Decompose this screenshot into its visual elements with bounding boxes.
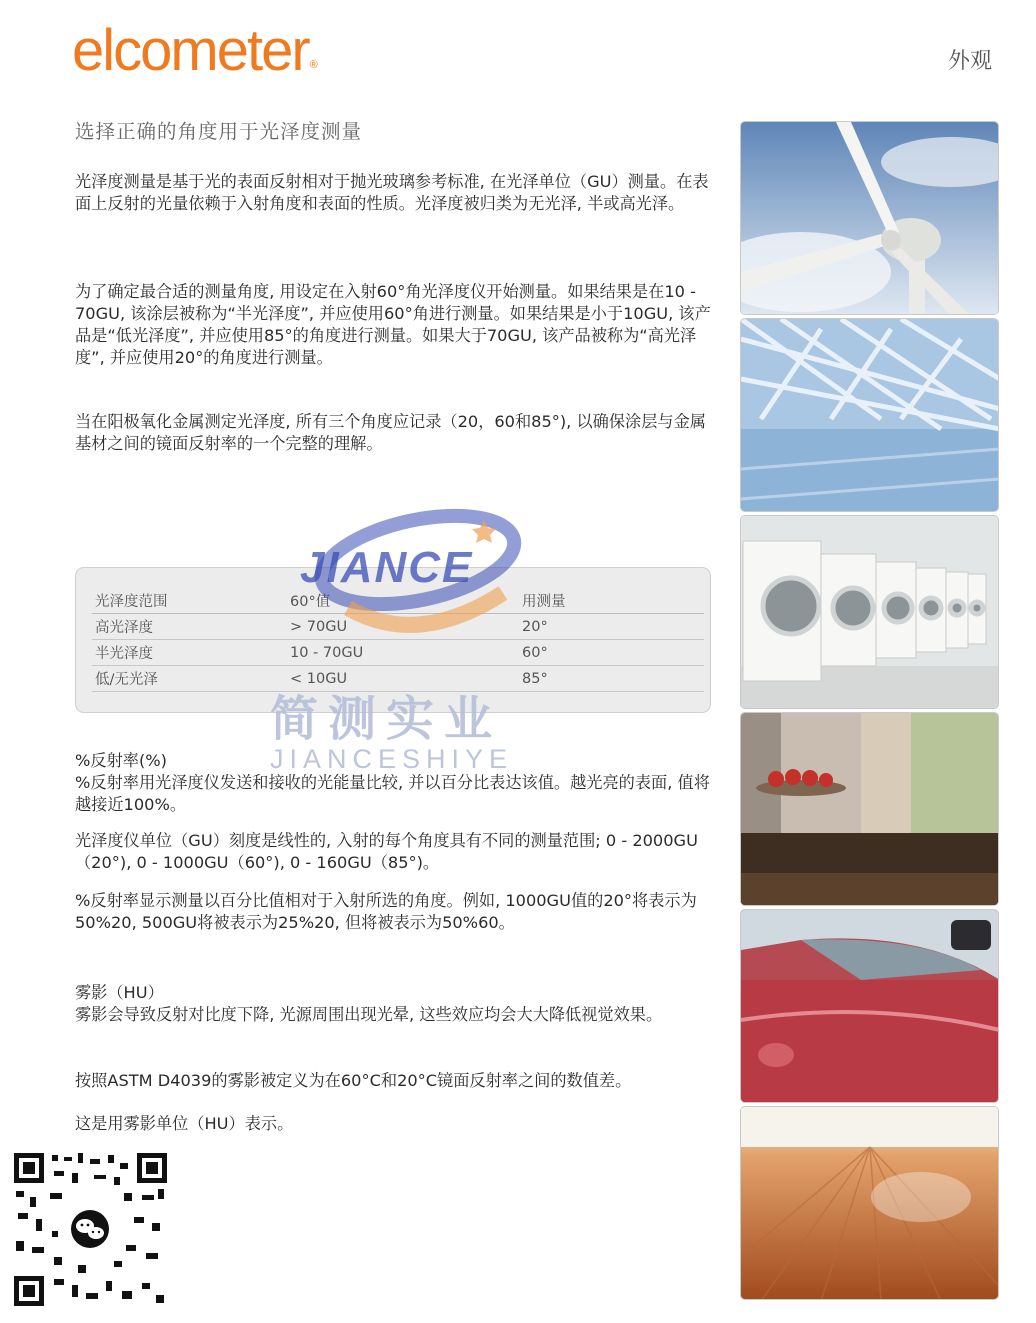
reflectance-body: %反射率用光泽度仪发送和接收的光能量比较, 并以百分比表达该值。越光亮的表面, 值将越接近100%。 [75, 773, 710, 814]
reflectance-heading: %反射率(%) [75, 751, 167, 770]
glass-roof-photo [740, 318, 999, 512]
registered-mark: ® [309, 59, 318, 71]
wood-floor-photo [740, 1106, 999, 1300]
paragraph-anodized-metal: 当在阳极氧化金属测定光泽度, 所有三个角度应记录（20，60和85°), 以确保涂层与金属基材之间的镜面反射率的一个完整的理解。 [75, 412, 706, 453]
red-car-photo [740, 909, 999, 1103]
wind-turbine-photo [740, 121, 999, 315]
table-header-cell: 60°值 [287, 588, 519, 614]
kitchen-photo [740, 712, 999, 906]
paragraph-angle-selection: 为了确定最合适的测量角度, 用设定在入射60°角光泽度仪开始测量。如果结果是在10 - 70GU, 该涂层被称为“半光泽度”, 并应使用60°角进行测量。如果结果是小于10GU, 该产品是“低光泽度”, 并应使用85°的角度进行测量。如果大于70GU, 该产品被称为“高光泽度”, 并应使用20°的角度进行测量。 [75, 282, 711, 367]
table-cell: 10 - 70GU [287, 640, 519, 666]
watermark-chinese: 简测实业 [270, 691, 503, 747]
gloss-range-table [92, 588, 704, 692]
paragraph-haze [75, 982, 715, 1026]
watermark-english: JIANCESHIYE [270, 744, 514, 774]
paragraph-astm-haze: 按照ASTM D4039的雾影被定义为在60°C和20°C镜面反射率之间的数值差。 [75, 1071, 632, 1090]
table-cell: 60° [519, 640, 704, 666]
washing-machines-photo [740, 515, 999, 709]
table-cell: < 10GU [287, 666, 519, 692]
table-cell: > 70GU [287, 614, 519, 640]
table-cell: 85° [519, 666, 704, 692]
table-header-cell: 用测量 [519, 588, 704, 614]
section-tag: 外观 [948, 49, 993, 74]
qr-code-icon [14, 1153, 167, 1306]
haze-heading: 雾影（HU） [75, 983, 164, 1002]
paragraph-gloss-intro: 光泽度测量是基于光的表面反射相对于抛光玻璃参考标准, 在光泽单位（GU）测量。在表面上反射的光量依赖于入射角度和表面的性质。光泽度被归类为无光泽, 半或高光泽。 [75, 172, 709, 213]
table-cell: 高光泽度 [92, 614, 287, 640]
table-cell: 低/无光泽 [92, 666, 287, 692]
table-header-cell: 光泽度范围 [92, 588, 287, 614]
paragraph-haze-unit: 这是用雾影单位（HU）表示。 [75, 1114, 294, 1133]
haze-body: 雾影会导致反射对比度下降, 光源周围出现光晕, 这些效应均会大大降低视觉效果。 [75, 1005, 663, 1024]
paragraph-gu-scale: 光泽度仪单位（GU）刻度是线性的, 入射的每个角度具有不同的测量范围; 0 - 2000GU（20°), 0 - 1000GU（60°), 0 - 160GU（85°)。 [75, 831, 698, 872]
page-title: 选择正确的角度用于光泽度测量 [75, 120, 363, 143]
watermark-logo-text: JIANCE [300, 543, 474, 592]
table-cell: 20° [519, 614, 704, 640]
table-cell: 半光泽度 [92, 640, 287, 666]
paragraph-reflectance [75, 750, 715, 816]
elcometer-logo [72, 18, 318, 83]
table-row [92, 614, 704, 640]
paragraph-reflectance-example: %反射率显示测量以百分比值相对于入射所选的角度。例如, 1000GU值的20°将表示为50%20, 500GU将被表示为25%20, 但将被表示为50%60。 [75, 891, 697, 932]
photo-strip [740, 121, 1001, 1303]
table-row [92, 640, 704, 666]
logo-text: elcometer [72, 18, 309, 83]
